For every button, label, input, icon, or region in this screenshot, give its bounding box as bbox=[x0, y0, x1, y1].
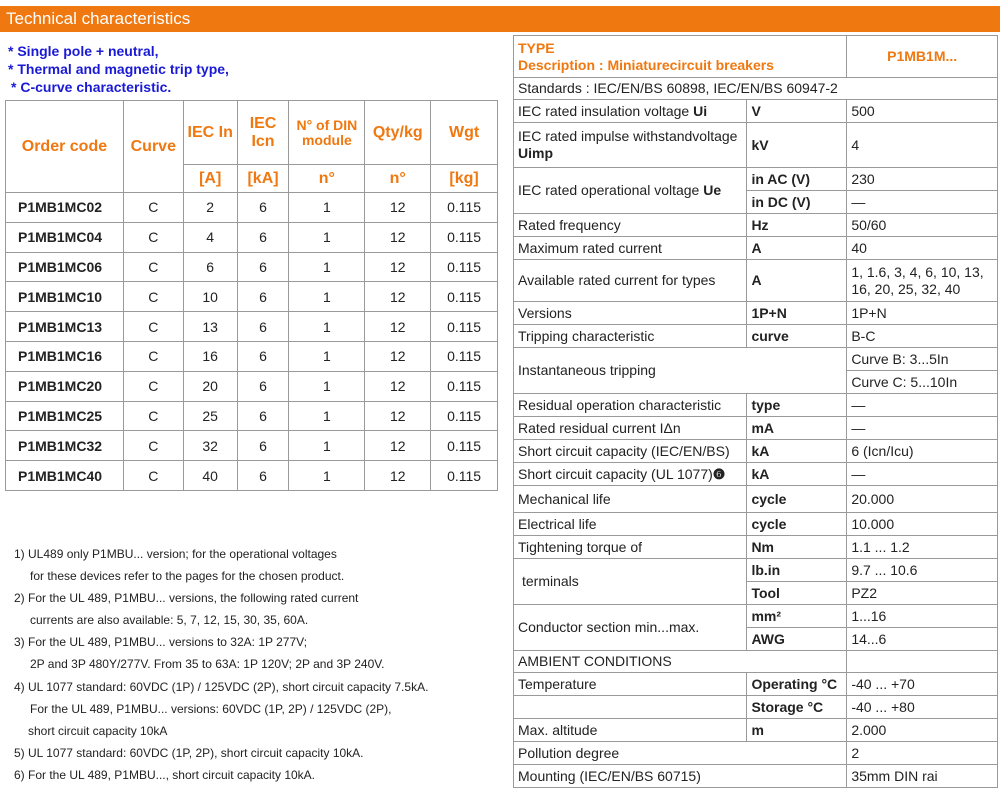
spec-row bbox=[514, 348, 998, 371]
footnote: 1) UL489 only P1MBU... version; for the operational voltages bbox=[14, 547, 337, 561]
wgt-cell: 0.115 bbox=[431, 341, 498, 371]
qty-cell: 12 bbox=[365, 341, 431, 371]
spec-row bbox=[514, 394, 998, 417]
spec-value: B-C bbox=[847, 325, 998, 348]
spec-value: -40 ... +70 bbox=[847, 673, 998, 696]
spec-value: 1P+N bbox=[847, 302, 998, 325]
curve-cell: C bbox=[123, 312, 183, 342]
din-cell: 1 bbox=[289, 401, 365, 431]
order-code: P1MB1MC25 bbox=[6, 401, 124, 431]
type-value: P1MB1M... bbox=[847, 36, 998, 78]
spec-unit: Hz bbox=[747, 214, 847, 237]
spec-label: Rated residual current IΔn bbox=[514, 417, 747, 440]
header-wgt: Wgt bbox=[431, 101, 498, 165]
table-row bbox=[6, 312, 498, 342]
spec-unit: Nm bbox=[747, 536, 847, 559]
insulation-label: IEC rated insulation voltage bbox=[518, 102, 694, 119]
footnote: 4) UL 1077 standard: 60VDC (1P) / 125VDC (2P), short circuit capacity 7.5kA. bbox=[14, 679, 429, 694]
spec-value: 230 bbox=[847, 168, 998, 191]
spec-value: Curve B: 3...5In bbox=[847, 348, 998, 371]
section-title: Technical characteristics bbox=[6, 9, 191, 28]
spec-label: Tightening torque of bbox=[514, 536, 747, 559]
qty-cell: 12 bbox=[365, 371, 431, 401]
qty-cell: 12 bbox=[365, 193, 431, 223]
spec-value: — bbox=[847, 463, 998, 486]
spec-label: Mounting (IEC/EN/BS 60715) bbox=[514, 765, 847, 788]
spec-value: 1...16 bbox=[847, 605, 998, 628]
din-cell: 1 bbox=[289, 461, 365, 491]
footnote: 3) For the UL 489, P1MBU... versions to 32A: 1P 277V; bbox=[14, 635, 308, 650]
qty-cell: 12 bbox=[365, 401, 431, 431]
spec-row bbox=[514, 719, 998, 742]
spec-row bbox=[514, 696, 998, 719]
header-qty: Qty/kg bbox=[365, 101, 431, 165]
spec-table bbox=[513, 35, 998, 788]
table-row bbox=[6, 222, 498, 252]
ambient-heading: AMBIENT CONDITIONS bbox=[514, 651, 847, 673]
spec-row bbox=[514, 260, 998, 302]
icn-cell: 6 bbox=[237, 193, 289, 223]
bullet-item: * Thermal and magnetic trip type, bbox=[8, 61, 229, 77]
table-row bbox=[6, 401, 498, 431]
spec-label bbox=[514, 463, 747, 486]
spec-label bbox=[514, 100, 747, 123]
spec-row bbox=[514, 214, 998, 237]
wgt-cell: 0.115 bbox=[431, 222, 498, 252]
spec-row bbox=[514, 463, 998, 486]
spec-row bbox=[514, 325, 998, 348]
order-code: P1MB1MC10 bbox=[6, 282, 124, 312]
spec-row bbox=[514, 100, 998, 123]
spec-unit: A bbox=[747, 260, 847, 302]
icn-cell: 6 bbox=[237, 371, 289, 401]
wgt-cell: 0.115 bbox=[431, 193, 498, 223]
order-code: P1MB1MC40 bbox=[6, 461, 124, 491]
spec-row bbox=[514, 513, 998, 536]
impulse-label: IEC rated impulse withstandvoltage bbox=[518, 128, 738, 144]
section-title-bar bbox=[0, 6, 1000, 32]
wgt-cell: 0.115 bbox=[431, 282, 498, 312]
spec-row bbox=[514, 237, 998, 260]
spec-value: 10.000 bbox=[847, 513, 998, 536]
order-code: P1MB1MC16 bbox=[6, 341, 124, 371]
wgt-cell: 0.115 bbox=[431, 461, 498, 491]
bullet-item: * Single pole + neutral, bbox=[8, 43, 159, 59]
in-cell: 6 bbox=[183, 252, 237, 282]
bullet-item: * C-curve characteristic. bbox=[11, 79, 172, 95]
unit-iec-icn: [kA] bbox=[237, 165, 289, 193]
spec-unit: mA bbox=[747, 417, 847, 440]
spec-value: 9.7 ... 10.6 bbox=[847, 559, 998, 582]
curve-cell: C bbox=[123, 401, 183, 431]
spec-unit: cycle bbox=[747, 513, 847, 536]
footnote: 6) For the UL 489, P1MBU..., short circuit capacity 10kA. bbox=[14, 767, 316, 782]
order-table bbox=[5, 100, 498, 491]
spec-unit: type bbox=[747, 394, 847, 417]
in-cell: 2 bbox=[183, 193, 237, 223]
icn-cell: 6 bbox=[237, 282, 289, 312]
unit-wgt: [kg] bbox=[431, 165, 498, 193]
spec-row bbox=[514, 168, 998, 191]
spec-row bbox=[514, 302, 998, 325]
in-cell: 20 bbox=[183, 371, 237, 401]
order-code: P1MB1MC02 bbox=[6, 193, 124, 223]
type-label: TYPE bbox=[518, 39, 555, 56]
spec-label: Pollution degree bbox=[514, 742, 847, 765]
table-row bbox=[6, 431, 498, 461]
qty-cell: 12 bbox=[365, 312, 431, 342]
footnote: For the UL 489, P1MBU... versions: 60VDC (1P, 2P) / 125VDC (2P), bbox=[30, 701, 392, 716]
order-code: P1MB1MC13 bbox=[6, 312, 124, 342]
spec-label: Versions bbox=[514, 302, 747, 325]
spec-label: Available rated current for types bbox=[514, 260, 747, 302]
insulation-symbol: Ui bbox=[693, 102, 708, 119]
spec-row bbox=[514, 651, 998, 673]
spec-label: Maximum rated current bbox=[514, 237, 747, 260]
order-code: P1MB1MC20 bbox=[6, 371, 124, 401]
din-cell: 1 bbox=[289, 222, 365, 252]
spec-row bbox=[514, 742, 998, 765]
header-curve: Curve bbox=[123, 101, 183, 193]
standards: Standards : IEC/EN/BS 60898, IEC/EN/BS 60947-2 bbox=[514, 78, 998, 100]
in-cell: 16 bbox=[183, 341, 237, 371]
spec-value: 50/60 bbox=[847, 214, 998, 237]
spec-value: PZ2 bbox=[847, 582, 998, 605]
curve-cell: C bbox=[123, 371, 183, 401]
spec-label: terminals bbox=[514, 559, 747, 605]
footnote: currents are also available: 5, 7, 12, 15, 30, 35, 60A. bbox=[30, 613, 309, 628]
spec-value: 1.1 ... 1.2 bbox=[847, 536, 998, 559]
din-cell: 1 bbox=[289, 193, 365, 223]
spec-value: 35mm DIN rai bbox=[847, 765, 998, 788]
spec-unit: Storage °C bbox=[747, 696, 847, 719]
spec-value: 40 bbox=[847, 237, 998, 260]
spec-label bbox=[514, 123, 747, 168]
spec-value: 2.000 bbox=[847, 719, 998, 742]
icn-cell: 6 bbox=[237, 252, 289, 282]
din-cell: 1 bbox=[289, 282, 365, 312]
spec-unit: curve bbox=[747, 325, 847, 348]
spec-row-standards bbox=[514, 78, 998, 100]
table-row bbox=[6, 371, 498, 401]
impulse-symbol: Uimp bbox=[518, 145, 553, 161]
spec-unit: lb.in bbox=[747, 559, 847, 582]
spec-value: 1, 1.6, 3, 4, 6, 10, 13, 16, 20, 25, 32, 40 bbox=[847, 260, 998, 302]
order-code: P1MB1MC04 bbox=[6, 222, 124, 252]
spec-label: Tripping characteristic bbox=[514, 325, 747, 348]
sc-ul-label: Short circuit capacity (UL 1077) bbox=[518, 465, 713, 482]
qty-cell: 12 bbox=[365, 282, 431, 312]
header-iec-icn: IEC Icn bbox=[237, 101, 289, 165]
feature-bullets bbox=[8, 42, 229, 96]
footnote-marker-icon: ❻ bbox=[712, 465, 726, 482]
table-row bbox=[6, 193, 498, 223]
in-cell: 25 bbox=[183, 401, 237, 431]
wgt-cell: 0.115 bbox=[431, 431, 498, 461]
din-cell: 1 bbox=[289, 431, 365, 461]
in-cell: 32 bbox=[183, 431, 237, 461]
icn-cell: 6 bbox=[237, 461, 289, 491]
icn-cell: 6 bbox=[237, 431, 289, 461]
spec-row-type bbox=[514, 36, 998, 78]
spec-value: 14...6 bbox=[847, 628, 998, 651]
spec-row bbox=[514, 123, 998, 168]
din-cell: 1 bbox=[289, 312, 365, 342]
spec-value: 6 (Icn/Icu) bbox=[847, 440, 998, 463]
icn-cell: 6 bbox=[237, 222, 289, 252]
spec-value: — bbox=[847, 417, 998, 440]
spec-row bbox=[514, 765, 998, 788]
wgt-cell: 0.115 bbox=[431, 252, 498, 282]
type-description: Description : Miniaturecircuit breakers bbox=[518, 56, 774, 73]
icn-cell: 6 bbox=[237, 341, 289, 371]
operational-symbol: Ue bbox=[703, 182, 722, 198]
header-din-module: N° of DIN module bbox=[289, 101, 365, 165]
spec-value: -40 ... +80 bbox=[847, 696, 998, 719]
spec-label: Electrical life bbox=[514, 513, 747, 536]
spec-unit: m bbox=[747, 719, 847, 742]
icn-cell: 6 bbox=[237, 401, 289, 431]
footnote: 2P and 3P 480Y/277V. From 35 to 63A: 1P 120V; 2P and 3P 240V. bbox=[30, 657, 385, 672]
table-row bbox=[6, 461, 498, 491]
order-code: P1MB1MC32 bbox=[6, 431, 124, 461]
spec-unit: Operating °C bbox=[747, 673, 847, 696]
spec-unit: in AC (V) bbox=[747, 168, 847, 191]
spec-label: Residual operation characteristic bbox=[514, 394, 747, 417]
qty-cell: 12 bbox=[365, 252, 431, 282]
unit-din-module: n° bbox=[289, 165, 365, 193]
header-iec-in: IEC In bbox=[183, 101, 237, 165]
type-cell bbox=[514, 36, 847, 78]
spec-row bbox=[514, 440, 998, 463]
curve-cell: C bbox=[123, 252, 183, 282]
spec-unit: A bbox=[747, 237, 847, 260]
header-order-code: Order code bbox=[6, 101, 124, 193]
spec-value: 4 bbox=[847, 123, 998, 168]
spec-unit: kV bbox=[747, 123, 847, 168]
spec-row bbox=[514, 417, 998, 440]
spec-unit: Tool bbox=[747, 582, 847, 605]
spec-label: Rated frequency bbox=[514, 214, 747, 237]
spec-label: Instantaneous tripping bbox=[514, 348, 847, 394]
spec-unit: cycle bbox=[747, 486, 847, 513]
spec-label: Mechanical life bbox=[514, 486, 747, 513]
spec-row bbox=[514, 605, 998, 628]
spec-value: Curve C: 5...10In bbox=[847, 371, 998, 394]
din-cell: 1 bbox=[289, 252, 365, 282]
footnote: 2) For the UL 489, P1MBU... versions, the following rated current bbox=[14, 591, 359, 606]
spec-row bbox=[514, 536, 998, 559]
in-cell: 10 bbox=[183, 282, 237, 312]
unit-iec-in: [A] bbox=[183, 165, 237, 193]
qty-cell: 12 bbox=[365, 222, 431, 252]
qty-cell: 12 bbox=[365, 431, 431, 461]
curve-cell: C bbox=[123, 461, 183, 491]
qty-cell: 12 bbox=[365, 461, 431, 491]
spec-label: Max. altitude bbox=[514, 719, 747, 742]
spec-row bbox=[514, 673, 998, 696]
operational-label: IEC rated operational voltage bbox=[518, 182, 704, 198]
spec-unit: in DC (V) bbox=[747, 191, 847, 214]
spec-unit: kA bbox=[747, 440, 847, 463]
footnotes bbox=[14, 543, 428, 786]
spec-row bbox=[514, 486, 998, 513]
in-cell: 4 bbox=[183, 222, 237, 252]
spec-unit: V bbox=[747, 100, 847, 123]
din-cell: 1 bbox=[289, 371, 365, 401]
spec-unit: mm² bbox=[747, 605, 847, 628]
spec-label bbox=[514, 168, 747, 214]
wgt-cell: 0.115 bbox=[431, 312, 498, 342]
spec-unit: AWG bbox=[747, 628, 847, 651]
spec-value: — bbox=[847, 191, 998, 214]
curve-cell: C bbox=[123, 431, 183, 461]
spec-label bbox=[514, 696, 747, 719]
spec-value: 2 bbox=[847, 742, 998, 765]
footnote: short circuit capacity 10kA bbox=[28, 723, 168, 738]
spec-unit: 1P+N bbox=[747, 302, 847, 325]
spec-label: Conductor section min...max. bbox=[514, 605, 747, 651]
in-cell: 13 bbox=[183, 312, 237, 342]
table-row bbox=[6, 341, 498, 371]
curve-cell: C bbox=[123, 341, 183, 371]
spec-value: 20.000 bbox=[847, 486, 998, 513]
spec-value: 500 bbox=[847, 100, 998, 123]
unit-qty: n° bbox=[365, 165, 431, 193]
table-row bbox=[6, 252, 498, 282]
in-cell: 40 bbox=[183, 461, 237, 491]
footnote: 5) UL 1077 standard: 60VDC (1P, 2P), short circuit capacity 10kA. bbox=[14, 745, 364, 760]
wgt-cell: 0.115 bbox=[431, 401, 498, 431]
order-code: P1MB1MC06 bbox=[6, 252, 124, 282]
table-row bbox=[6, 282, 498, 312]
spec-label: Short circuit capacity (IEC/EN/BS) bbox=[514, 440, 747, 463]
spec-unit: kA bbox=[747, 463, 847, 486]
footnote: for these devices refer to the pages for the chosen product. bbox=[30, 569, 345, 584]
din-cell: 1 bbox=[289, 341, 365, 371]
spec-value: — bbox=[847, 394, 998, 417]
curve-cell: C bbox=[123, 222, 183, 252]
spec-label: Temperature bbox=[514, 673, 747, 696]
curve-cell: C bbox=[123, 193, 183, 223]
spec-value bbox=[847, 651, 998, 673]
curve-cell: C bbox=[123, 282, 183, 312]
icn-cell: 6 bbox=[237, 312, 289, 342]
wgt-cell: 0.115 bbox=[431, 371, 498, 401]
spec-row bbox=[514, 559, 998, 582]
